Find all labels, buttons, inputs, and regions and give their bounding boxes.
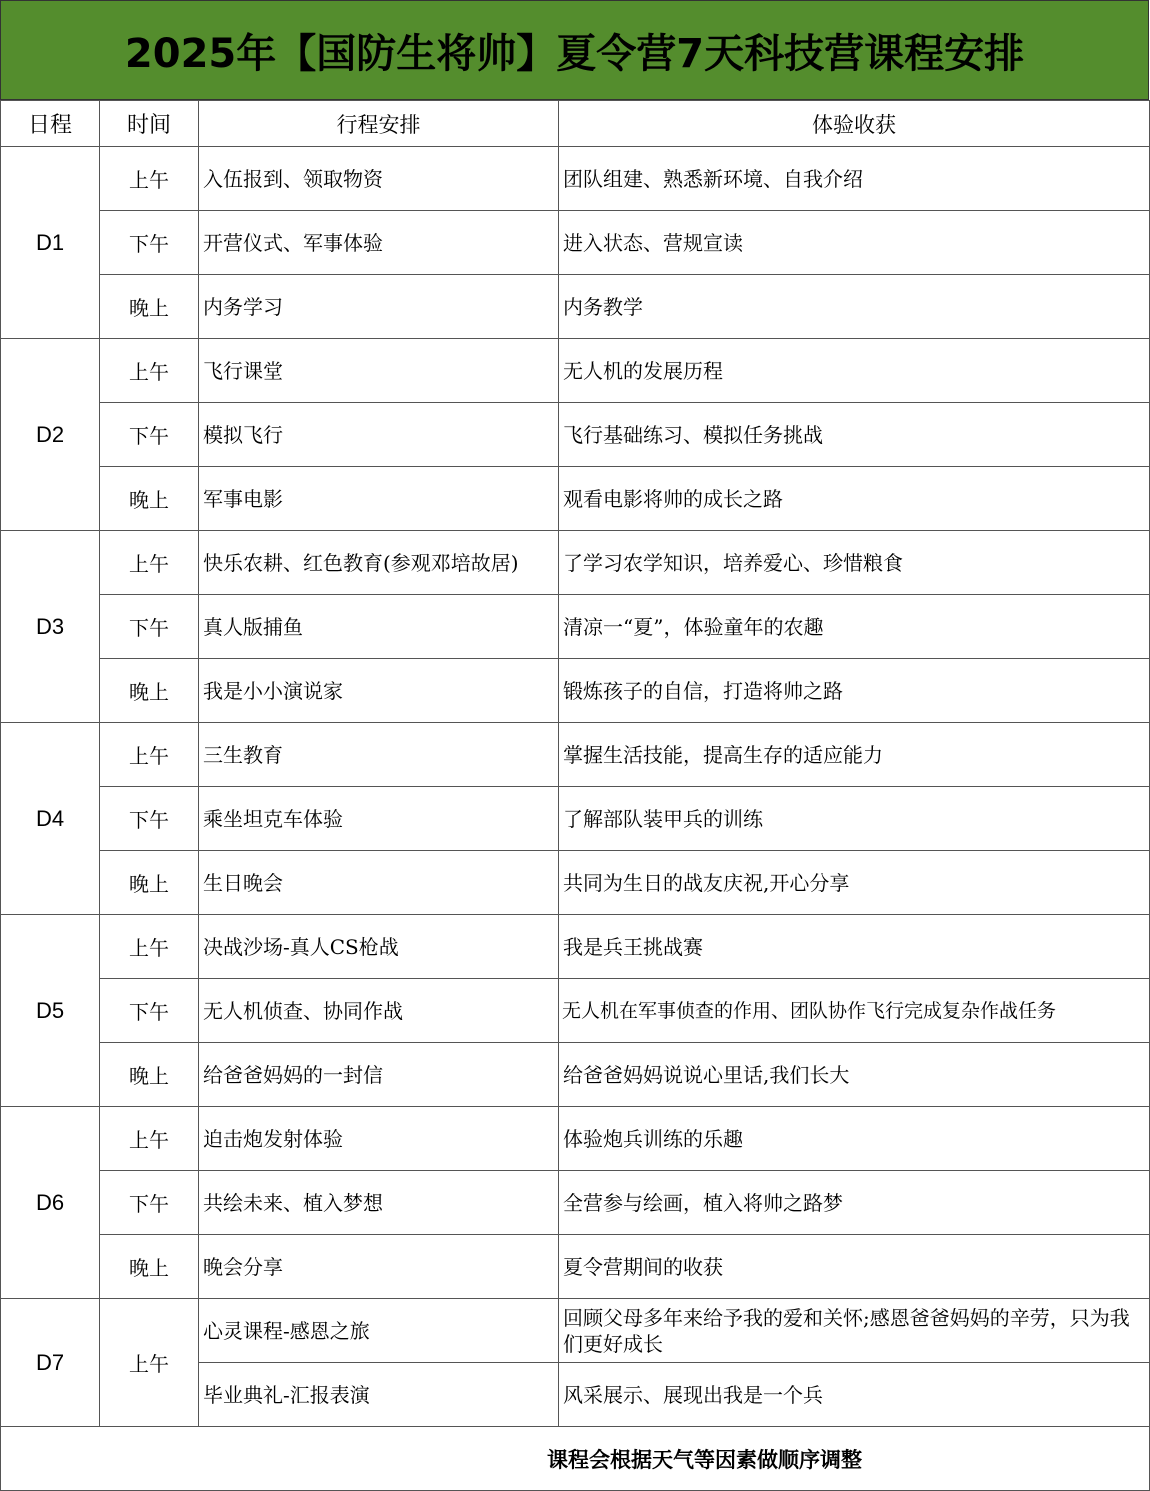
activity-cell: 毕业典礼-汇报表演: [199, 1363, 559, 1427]
time-cell: 下午: [100, 1171, 199, 1235]
gain-cell: 了解部队装甲兵的训练: [559, 787, 1150, 851]
table-row: [1, 595, 1150, 659]
time-cell: 晚上: [100, 467, 199, 531]
activity-cell: 乘坐坦克车体验: [199, 787, 559, 851]
table-row: [1, 723, 1150, 787]
time-cell: 晚上: [100, 851, 199, 915]
activity-cell: 决战沙场-真人CS枪战: [199, 915, 559, 979]
table-row: [1, 147, 1150, 211]
activity-cell: 心灵课程-感恩之旅: [199, 1299, 559, 1363]
table-row: [1, 787, 1150, 851]
gain-cell: 体验炮兵训练的乐趣: [559, 1107, 1150, 1171]
activity-cell: 飞行课堂: [199, 339, 559, 403]
gain-cell: 掌握生活技能，提高生存的适应能力: [559, 723, 1150, 787]
gain-cell: 回顾父母多年来给予我的爱和关怀;感恩爸爸妈妈的辛劳，只为我们更好成长: [559, 1299, 1150, 1363]
gain-cell: 锻炼孩子的自信，打造将帅之路: [559, 659, 1150, 723]
gain-cell: 风采展示、展现出我是一个兵: [559, 1363, 1150, 1427]
table-row: [1, 851, 1150, 915]
time-cell: 晚上: [100, 1235, 199, 1299]
time-cell: 上午: [100, 1107, 199, 1171]
time-cell: 上午: [100, 1299, 199, 1427]
table-row: [1, 1235, 1150, 1299]
time-cell: 晚上: [100, 275, 199, 339]
table-row: [1, 1043, 1150, 1107]
activity-cell: 军事电影: [199, 467, 559, 531]
schedule-table: [0, 100, 1150, 1491]
gain-cell: 夏令营期间的收获: [559, 1235, 1150, 1299]
day-cell: D7: [1, 1299, 100, 1427]
header-gain: 体验收获: [559, 101, 1150, 147]
table-row: [1, 467, 1150, 531]
activity-cell: 开营仪式、军事体验: [199, 211, 559, 275]
gain-cell: 全营参与绘画，植入将帅之路梦: [559, 1171, 1150, 1235]
table-row: [1, 659, 1150, 723]
activity-cell: 我是小小演说家: [199, 659, 559, 723]
activity-cell: 真人版捕鱼: [199, 595, 559, 659]
time-cell: 下午: [100, 403, 199, 467]
table-row: [1, 531, 1150, 595]
gain-cell: 给爸爸妈妈说说心里话,我们长大: [559, 1043, 1150, 1107]
time-cell: 下午: [100, 979, 199, 1043]
gain-cell: 了学习农学知识，培养爱心、珍惜粮食: [559, 531, 1150, 595]
day-cell: D1: [1, 147, 100, 339]
table-row: [1, 403, 1150, 467]
activity-cell: 生日晚会: [199, 851, 559, 915]
gain-cell: 团队组建、熟悉新环境、自我介绍: [559, 147, 1150, 211]
gain-cell: 清凉一“夏”，体验童年的农趣: [559, 595, 1150, 659]
gain-cell: 飞行基础练习、模拟任务挑战: [559, 403, 1150, 467]
table-row: [1, 979, 1150, 1043]
time-cell: 晚上: [100, 659, 199, 723]
activity-cell: 内务学习: [199, 275, 559, 339]
gain-cell: 共同为生日的战友庆祝,开心分享: [559, 851, 1150, 915]
gain-cell: 进入状态、营规宣读: [559, 211, 1150, 275]
day-cell: D5: [1, 915, 100, 1107]
table-row: [1, 1299, 1150, 1363]
time-cell: 下午: [100, 595, 199, 659]
footer-cell: [1, 1427, 1150, 1491]
day-cell: D3: [1, 531, 100, 723]
time-cell: 上午: [100, 915, 199, 979]
table-row: [1, 1107, 1150, 1171]
table-row: [1, 915, 1150, 979]
activity-cell: 三生教育: [199, 723, 559, 787]
header-row: [1, 101, 1150, 147]
day-cell: D6: [1, 1107, 100, 1299]
time-cell: 下午: [100, 211, 199, 275]
activity-cell: 模拟飞行: [199, 403, 559, 467]
time-cell: 上午: [100, 339, 199, 403]
gain-cell: 观看电影将帅的成长之路: [559, 467, 1150, 531]
page-title: 2025年【国防生将帅】夏令营7天科技营课程安排: [0, 0, 1149, 100]
table-row: [1, 339, 1150, 403]
gain-cell: 我是兵王挑战赛: [559, 915, 1150, 979]
activity-cell: 给爸爸妈妈的一封信: [199, 1043, 559, 1107]
table-row: [1, 1171, 1150, 1235]
activity-cell: 迫击炮发射体验: [199, 1107, 559, 1171]
day-cell: D2: [1, 339, 100, 531]
gain-cell: 无人机的发展历程: [559, 339, 1150, 403]
day-cell: D4: [1, 723, 100, 915]
table-row: [1, 211, 1150, 275]
time-cell: 上午: [100, 147, 199, 211]
gain-cell: 内务教学: [559, 275, 1150, 339]
header-time: 时间: [100, 101, 199, 147]
activity-cell: 无人机侦查、协同作战: [199, 979, 559, 1043]
header-day: 日程: [1, 101, 100, 147]
activity-cell: 晚会分享: [199, 1235, 559, 1299]
activity-cell: 共绘未来、植入梦想: [199, 1171, 559, 1235]
time-cell: 下午: [100, 787, 199, 851]
footer-note: 课程会根据天气等因素做顺序调整: [547, 1447, 862, 1472]
time-cell: 晚上: [100, 1043, 199, 1107]
table-row: [1, 275, 1150, 339]
gain-cell: 无人机在军事侦查的作用、团队协作飞行完成复杂作战任务: [559, 979, 1150, 1043]
footer-row: [1, 1427, 1150, 1491]
time-cell: 上午: [100, 531, 199, 595]
time-cell: 上午: [100, 723, 199, 787]
header-activity: 行程安排: [199, 101, 559, 147]
activity-cell: 快乐农耕、红色教育(参观邓培故居): [199, 531, 559, 595]
activity-cell: 入伍报到、领取物资: [199, 147, 559, 211]
